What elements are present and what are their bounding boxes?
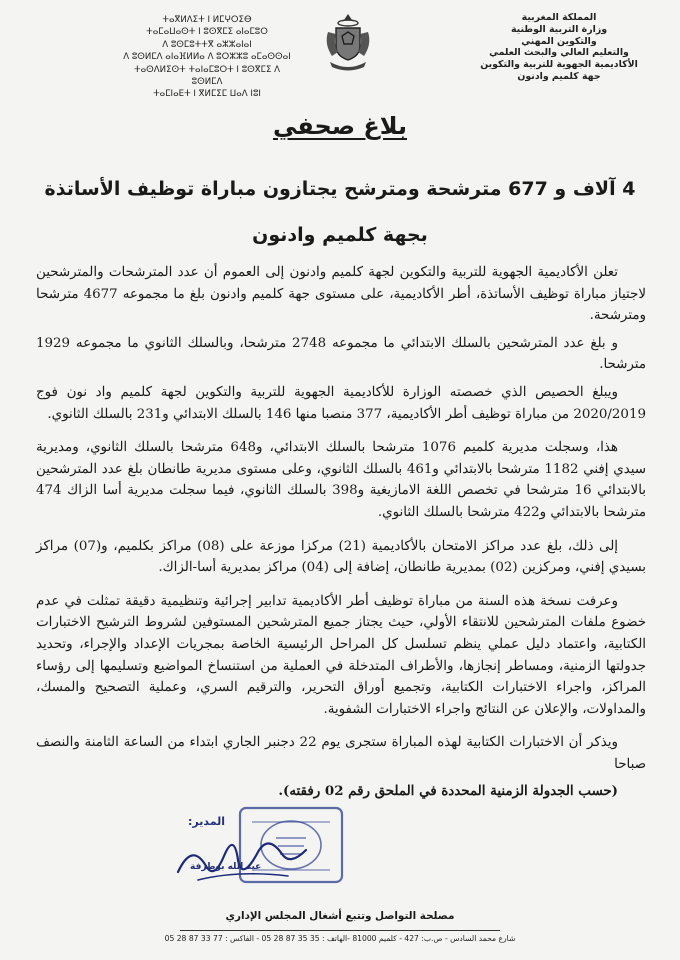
tifinagh-line: ⴷ ⵓⵙⵍⵎⴷ ⴰⵏⴰⴼⵍⵍⴰ ⴷ ⵓⵔⵣⵣⵓ ⴰⵎⴰⵙⵙⴰⵏ xyxy=(123,52,291,63)
coat-of-arms-emblem xyxy=(320,12,376,74)
signer-name: عبد الله بوطرفة xyxy=(190,862,262,872)
body-paragraph: و بلغ عدد المترشحين بالسلك الابتدائي ما مجموعه 2748 مترشحا، وبالسلك الثانوي ما مجموعه 1929 مترشحا. xyxy=(36,335,646,373)
signer-label: المدير: xyxy=(188,815,226,828)
tifinagh-line: ⵜⴰⵙⴷⵍⵉⵙⵜ ⵜⴰⵏⴰⵎⵓⵔⵜ ⵏ ⵓⵙⴳⵎⵉ ⴷ ⵓⵙⵍⵎⴷ xyxy=(133,64,280,88)
body-paragraph: وعرفت نسخة هذه السنة من مباراة توظيف أطر الأكاديمية تدابير إجرائية وتنظيمية دقيقة تمثلت في عدم خضوع ملفات المترشحين للانتقاء الأولي، حيث يجتاز جميع المترشحين المستوفين لشروط الترشيح الاختبارات الكتابية، واعتماد دليل عملي ينظم تسلسل كل المراحل الرئيسية الخاصة بمجريات الإعداد والإجراء، وتحديد جدولتها الزمنية، ومساطر إنجازها، والأطراف المتدخلة في العملية من استنساخ المواضيع وتسليمها إلى رؤساء المراكز، واجراء الاختبارات الكتابية، وتجميع أوراق التحرير، والترقيم السري، وعملية التصحيح والمسك، والمداولات، والإعلان عن النتائج واجراء الاختبارات الشفوية. xyxy=(36,593,646,717)
tifinagh-line: ⵜⴰⵎⴰⵡⴰⵙⵜ ⵏ ⵓⵙⴳⵎⵉ ⴰⵏⴰⵎⵓⵔ xyxy=(146,27,268,38)
headline xyxy=(20,166,660,258)
footer-divider xyxy=(180,930,500,931)
header-arabic-line: وزارة التربية الوطنية xyxy=(510,23,608,35)
tifinagh-line: ⵜⴰⵎⵏⴰⴹⵜ ⵏ ⴳⵍⵎⵉⵎ ⵡⴰⴷ ⵏⵓⵏ xyxy=(153,89,261,100)
headline-line: بجهة كلميم وادنون xyxy=(252,224,428,246)
header-arabic-line: والتكوين المهني xyxy=(521,35,597,47)
header-arabic-line: المملكة المغربية xyxy=(521,12,597,23)
body-paragraph: ويذكر أن الاختبارات الكتابية لهذه المباراة ستجرى يوم 22 دجنبر الجاري ابتداء من الساعة الثامنة والنصف صباحا xyxy=(36,735,646,772)
handwritten-signature xyxy=(168,820,318,890)
footer-department: مصلحة التواصل وتتبع أشغال المجلس الإداري xyxy=(225,910,455,922)
body-text xyxy=(36,262,646,809)
body-paragraph: إلى ذلك، بلغ عدد مراكز الامتحان بالأكاديمية (21) مركزا موزعة على (08) مراكز بكلميم، و(07) مراكز بسيدي إفني، ومركزين (02) بمديرية طانطان، إضافة إلى (04) مراكز بمديرية أسا-الزاك. xyxy=(36,538,646,576)
body-paragraph: تعلن الأكاديمية الجهوية للتربية والتكوين لجهة كلميم وادنون إلى العموم أن عدد المترشحات والمترشحين لاجتياز مباراة توظيف الأساتذة، أطر الأكاديمية، على مستوى جهة كلميم وادنون بلغ ما مجموعه 4677 مترشحا ومترشحة. xyxy=(36,265,646,324)
body-paragraph: هذا، وسجلت مديرية كلميم 1076 مترشحا بالسلك الابتدائي، و648 مترشحا بالسلك الثانوي، ومديرية سيدي إفني 1182 مترشحا بالابتدائي و461 بالسلك الثانوي، وعلى مستوى مديرية طانطان بلغ عدد المترشحين بالابتدائي 16 مترشحا في تخصص اللغة الامازيغية و398 بالسلك الثانوي، فيما سجلت مديرية أسا الزاك 474 مترشحا بالابتدائي و422 مترشحا بالسلك الثانوي. xyxy=(36,440,646,520)
closing-note: (حسب الجدولة الزمنية المحددة في الملحق رقم 02 رفقته). xyxy=(278,783,618,800)
header-arabic-line: والتعليم العالي والبحث العلمي xyxy=(489,47,629,59)
tifinagh-line: ⴷ ⵓⵙⵎⵓⵜⵜⴳ ⴰⵣⵣⴰⵏⴰⵏ xyxy=(162,39,252,50)
tifinagh-line: ⵜⴰⴳⵍⴷⵉⵜ ⵏ ⵍⵎⵖⵔⵉⴱ xyxy=(162,15,252,25)
header-arabic-line: الأكاديمية الجهوية للتربية والتكوين xyxy=(480,59,638,71)
headline-line: 4 آلاف و 677 مترشحة ومترشح يجتازون مباراة توظيف الأساتذة xyxy=(44,178,636,200)
header-arabic-line: جهة كلميم وادنون xyxy=(517,70,601,82)
header-arabic-block xyxy=(454,12,664,83)
document-title: بلاغ صحفي xyxy=(272,112,408,140)
footer-address: شارع محمد السادس - ص.ب: 427 - كلميم 81000 -الهاتف : 35 35 87 28 05 - الفاكس : 77 33 87 28 05 xyxy=(164,934,516,943)
body-paragraph: ويبلغ الحصيص الذي خصصته الوزارة للأكاديمية الجهوية للتربية والتكوين لجهة كلميم واد نون فوج 2020/2019 من مباراة توظيف أطر الأكاديمية، 377 منصبا منها 146 بالسلك الابتدائي و231 بالسلك الثانوي. xyxy=(36,384,646,422)
header-tifinagh-block xyxy=(118,14,296,101)
